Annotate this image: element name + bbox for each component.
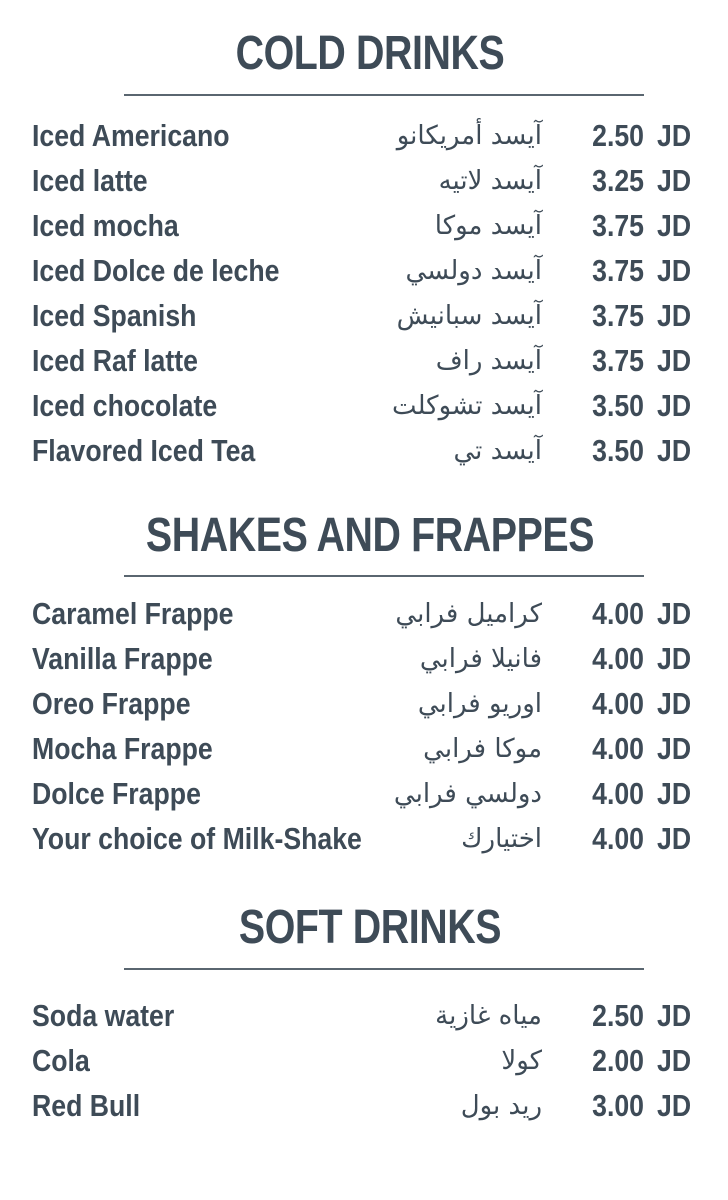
item-price: 4.00 bbox=[592, 596, 645, 631]
item-price: 4.00 bbox=[592, 686, 645, 721]
menu-item-row bbox=[0, 729, 728, 774]
item-price: 3.75 bbox=[592, 343, 645, 378]
item-name-arabic: آيسد لاتيه bbox=[438, 166, 542, 196]
item-name-arabic: اختيارك bbox=[461, 824, 542, 854]
item-name-arabic: فانيلا فرابي bbox=[419, 644, 542, 674]
item-name-english: Oreo Frappe bbox=[32, 686, 191, 721]
menu-item-row bbox=[0, 161, 728, 206]
menu-item-row bbox=[0, 684, 728, 729]
item-name-english: Cola bbox=[32, 1043, 90, 1078]
item-name-english: Iced chocolate bbox=[32, 388, 218, 423]
item-price: 4.00 bbox=[592, 641, 645, 676]
menu-item-row bbox=[0, 116, 728, 161]
item-currency: JD bbox=[657, 641, 692, 676]
item-price: 3.25 bbox=[592, 163, 645, 198]
section-divider bbox=[124, 575, 644, 577]
item-name-english: Dolce Frappe bbox=[32, 776, 201, 811]
item-name-english: Iced Spanish bbox=[32, 298, 197, 333]
item-price: 3.50 bbox=[592, 388, 645, 423]
menu-item-row bbox=[0, 594, 728, 639]
item-currency: JD bbox=[657, 776, 692, 811]
item-price: 3.50 bbox=[592, 433, 645, 468]
item-name-arabic: آيسد راف bbox=[435, 346, 542, 376]
item-name-arabic: ريد بول bbox=[460, 1091, 542, 1121]
section-title: COLD DRINKS bbox=[235, 27, 505, 80]
item-price: 3.75 bbox=[592, 253, 645, 288]
item-currency: JD bbox=[657, 731, 692, 766]
item-name-english: Iced latte bbox=[32, 163, 148, 198]
item-currency: JD bbox=[657, 433, 692, 468]
item-currency: JD bbox=[657, 686, 692, 721]
menu-item-row bbox=[0, 819, 728, 864]
item-name-english: Iced Americano bbox=[32, 118, 230, 153]
menu-item-row bbox=[0, 1041, 728, 1086]
menu-item-row bbox=[0, 774, 728, 819]
menu-item-row bbox=[0, 251, 728, 296]
item-currency: JD bbox=[657, 821, 692, 856]
menu-item-row bbox=[0, 206, 728, 251]
item-price: 2.00 bbox=[592, 1043, 645, 1078]
item-price: 4.00 bbox=[592, 821, 645, 856]
item-name-arabic: كراميل فرابي bbox=[395, 599, 542, 629]
item-name-english: Iced Dolce de leche bbox=[32, 253, 280, 288]
section-divider bbox=[124, 94, 644, 96]
item-name-arabic: اوريو فرابي bbox=[417, 689, 542, 719]
item-name-arabic: آيسد أمريكانو bbox=[396, 121, 542, 151]
item-name-arabic: مياه غازية bbox=[435, 1001, 542, 1031]
item-currency: JD bbox=[657, 388, 692, 423]
item-name-english: Flavored Iced Tea bbox=[32, 433, 256, 468]
item-name-english: Iced mocha bbox=[32, 208, 179, 243]
item-price: 3.75 bbox=[592, 208, 645, 243]
menu-item-row bbox=[0, 296, 728, 341]
item-name-arabic: دولسي فرابي bbox=[393, 779, 542, 809]
item-currency: JD bbox=[657, 596, 692, 631]
item-currency: JD bbox=[657, 118, 692, 153]
item-name-english: Caramel Frappe bbox=[32, 596, 234, 631]
item-name-arabic: كولا bbox=[501, 1046, 542, 1076]
item-currency: JD bbox=[657, 343, 692, 378]
item-price: 4.00 bbox=[592, 731, 645, 766]
item-price: 3.75 bbox=[592, 298, 645, 333]
item-price: 4.00 bbox=[592, 776, 645, 811]
item-currency: JD bbox=[657, 998, 692, 1033]
item-name-english: Soda water bbox=[32, 998, 175, 1033]
item-name-arabic: موكا فرابي bbox=[423, 734, 542, 764]
item-name-arabic: آيسد دولسي bbox=[405, 256, 542, 286]
menu-item-row bbox=[0, 341, 728, 386]
item-currency: JD bbox=[657, 163, 692, 198]
item-currency: JD bbox=[657, 298, 692, 333]
item-name-arabic: آيسد تشوكلت bbox=[392, 391, 542, 421]
item-currency: JD bbox=[657, 1043, 692, 1078]
item-name-arabic: آيسد موكا bbox=[434, 211, 542, 241]
item-name-english: Red Bull bbox=[32, 1088, 141, 1123]
item-name-arabic: آيسد سبانيش bbox=[396, 301, 542, 331]
menu-item-row bbox=[0, 386, 728, 431]
item-price: 3.00 bbox=[592, 1088, 645, 1123]
menu-item-row bbox=[0, 639, 728, 684]
item-currency: JD bbox=[657, 208, 692, 243]
item-price: 2.50 bbox=[592, 998, 645, 1033]
menu-item-row bbox=[0, 431, 728, 476]
item-price: 2.50 bbox=[592, 118, 645, 153]
item-name-english: Mocha Frappe bbox=[32, 731, 213, 766]
item-name-english: Vanilla Frappe bbox=[32, 641, 213, 676]
item-name-english: Your choice of Milk-Shake bbox=[32, 821, 362, 856]
section-title: SHAKES AND FRAPPES bbox=[145, 509, 595, 562]
menu-item-row bbox=[0, 996, 728, 1041]
menu-item-row bbox=[0, 1086, 728, 1131]
section-divider bbox=[124, 968, 644, 970]
item-currency: JD bbox=[657, 1088, 692, 1123]
item-name-english: Iced Raf latte bbox=[32, 343, 198, 378]
item-name-arabic: آيسد تي bbox=[453, 436, 542, 466]
item-currency: JD bbox=[657, 253, 692, 288]
section-title: SOFT DRINKS bbox=[238, 901, 502, 954]
